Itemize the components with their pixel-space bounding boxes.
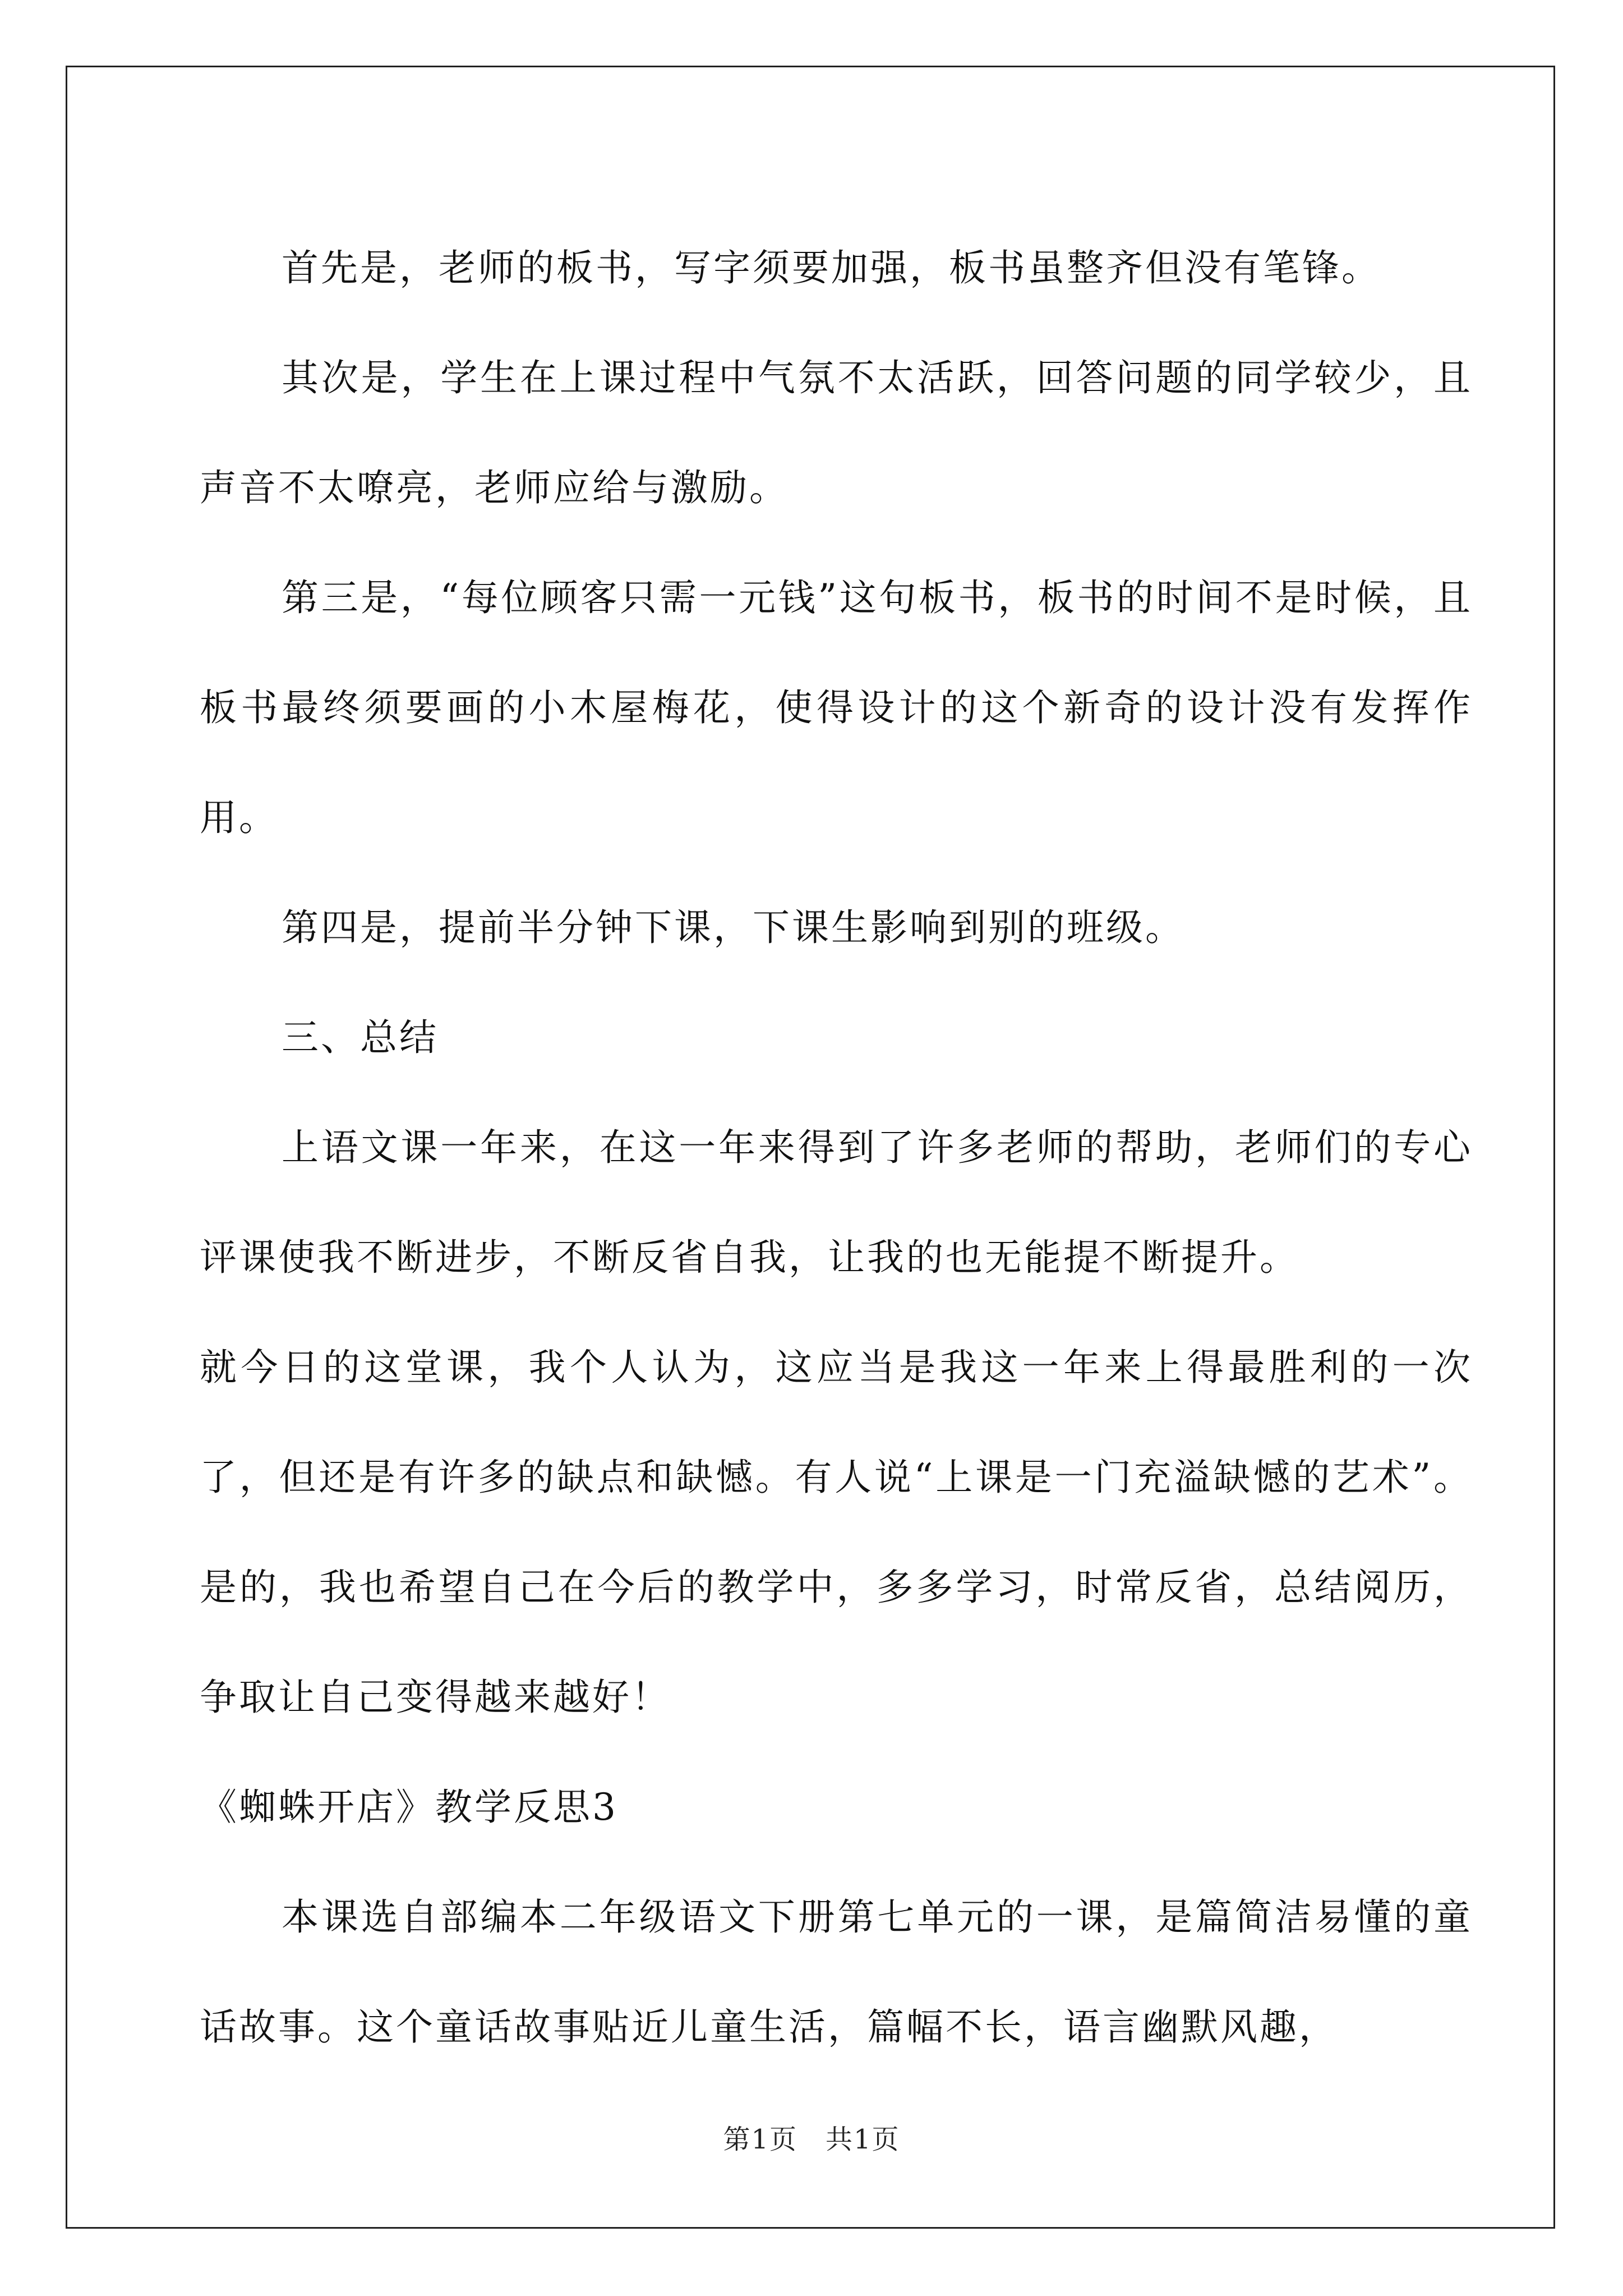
paragraph-classroom-atmosphere: 其次是，学生在上课过程中气氛不太活跃，回答问题的同学较少，且声音不太嘹亮，老师应给与激励。 — [200, 356, 1473, 509]
paragraph-blackboard-writing: 首先是，老师的板书，写字须要加强，板书虽整齐但没有笔锋。 — [282, 246, 1381, 289]
paragraph-summary-today: 就今日的这堂课，我个人认为，这应当是我这一年来上得最胜利的一次了，但还是有许多的缺点和缺憾。有人说“上课是一门充溢缺憾的艺术”。是的，我也希望自己在今后的教学中，多多学习，时常反省，总结阅历，争取让自己变得越来越好！ — [200, 1346, 1473, 1719]
section-heading-summary: 三、总结 — [282, 1016, 439, 1059]
page-footer: 第1页 共1页 — [723, 2124, 900, 2155]
document-body — [200, 213, 1473, 2082]
section-title-reflection-3: 《蜘蛛开店》教学反思3 — [200, 1786, 618, 1829]
paragraph-early-dismissal: 第四是，提前半分钟下课，下课生影响到别的班级。 — [282, 906, 1184, 949]
paragraph-board-timing: 第三是，“每位顾客只需一元钱”这句板书，板书的时间不是时候，且板书最终须要画的小木屋梅花，使得设计的这个新奇的设计没有发挥作用。 — [200, 576, 1473, 839]
paragraph-lesson-intro: 本课选自部编本二年级语文下册第七单元的一课，是篇简洁易懂的童话故事。这个童话故事贴近儿童生活，篇幅不长，语言幽默风趣， — [200, 1895, 1473, 2049]
paragraph-summary-year: 上语文课一年来，在这一年来得到了许多老师的帮助，老师们的专心评课使我不断进步，不断反省自我，让我的也无能提不断提升。 — [200, 1126, 1473, 1279]
